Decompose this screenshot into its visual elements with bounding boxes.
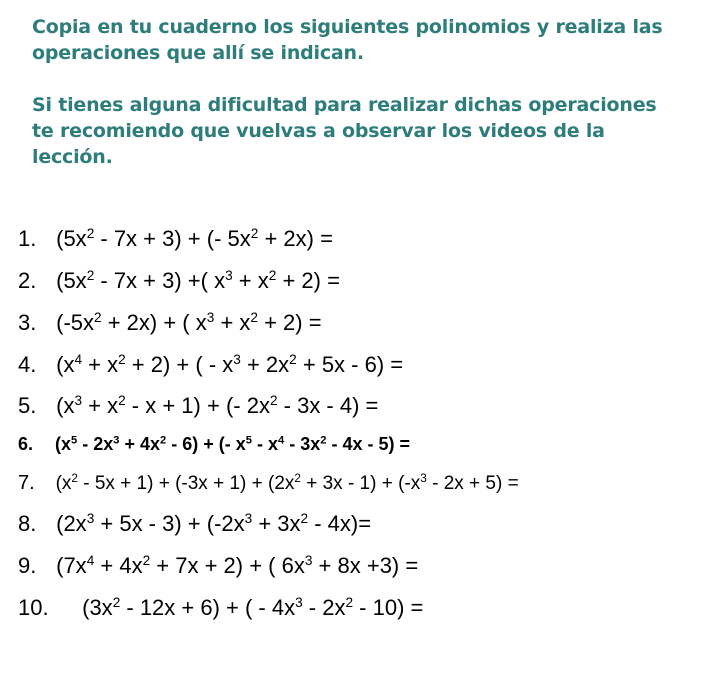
exercise-item-4 xyxy=(18,352,403,378)
exercise-item-6 xyxy=(18,434,410,455)
exercise-number: 6. xyxy=(18,434,34,454)
exercise-number: 7. xyxy=(18,472,35,494)
exercise-expression: $(7x^4 + 4x^2 + 7x + 2)$ + ( $6x^3 + 8x +3$) = xyxy=(56,552,419,578)
exercise-item-1 xyxy=(18,226,333,252)
exercise-expression: $(x^2 - 5x + 1) + (-3x + 1) + (2x^2 + 3x - 1) + (-x^3 - 2x + 5)$ = xyxy=(55,471,519,494)
instructions-paragraph-help: Si tienes alguna dificultad para realizar dichas operaciones te recomiendo que vuelvas a observar los videos de la lección. xyxy=(32,94,657,168)
instructions-block xyxy=(32,14,672,170)
exercise-expression: $(x^4 + x^2 + 2)$ + ( - $x^3 + 2x^2 + 5x - 6$) = xyxy=(56,351,404,377)
exercise-item-10 xyxy=(18,595,423,621)
exercise-number: 3. xyxy=(18,310,37,335)
exercise-expression: $(x^5 - 2x^3 + 4x^2 - 6)$ + (- $x^5 - x^4 - 3x^2 - 4x - 5$) = xyxy=(55,434,411,454)
exercise-expression: $(5x^2 - 7x + 3)$ + (- $5x^2 + 2x$) = xyxy=(56,225,333,251)
exercise-number: 4. xyxy=(18,352,37,377)
exercise-item-8 xyxy=(18,511,371,537)
exercise-expression: $(x^3 + x^2 - x + 1)$ + (- $2x^2 - 3x - 4$) = xyxy=(56,392,379,418)
exercise-item-7 xyxy=(18,472,519,495)
exercise-item-9 xyxy=(18,553,418,579)
exercise-expression: $(5x^2 - 7x + 3)$ +( $x^3 + x^2 + 2$) = xyxy=(56,267,340,293)
exercise-number: 2. xyxy=(18,268,37,293)
exercise-item-2 xyxy=(18,268,340,294)
instructions-paragraph-copy: Copia en tu cuaderno los siguientes polinomios y realiza las operaciones que allí se indican. xyxy=(32,16,663,64)
exercise-item-5 xyxy=(18,393,378,419)
exercise-number: 1. xyxy=(18,226,37,251)
exercise-number: 5. xyxy=(18,393,37,418)
exercise-item-3 xyxy=(18,310,322,336)
exercise-number: 9. xyxy=(18,553,37,578)
exercise-expression: $(3x^2 - 12x + 6)$ + ( - $4x^3 - 2x^2 - 10$) = xyxy=(82,594,424,620)
exercise-expression: $(2x^3 + 5x - 3) + (-2x^3 + 3x^2 - 4x)=$ xyxy=(56,510,372,536)
exercise-number: 8. xyxy=(18,511,37,536)
exercise-expression: $(-5x^2 + 2x)$ + ( $x^3 + x^2 + 2$) = xyxy=(56,309,322,335)
exercise-number: 10. xyxy=(18,595,49,620)
